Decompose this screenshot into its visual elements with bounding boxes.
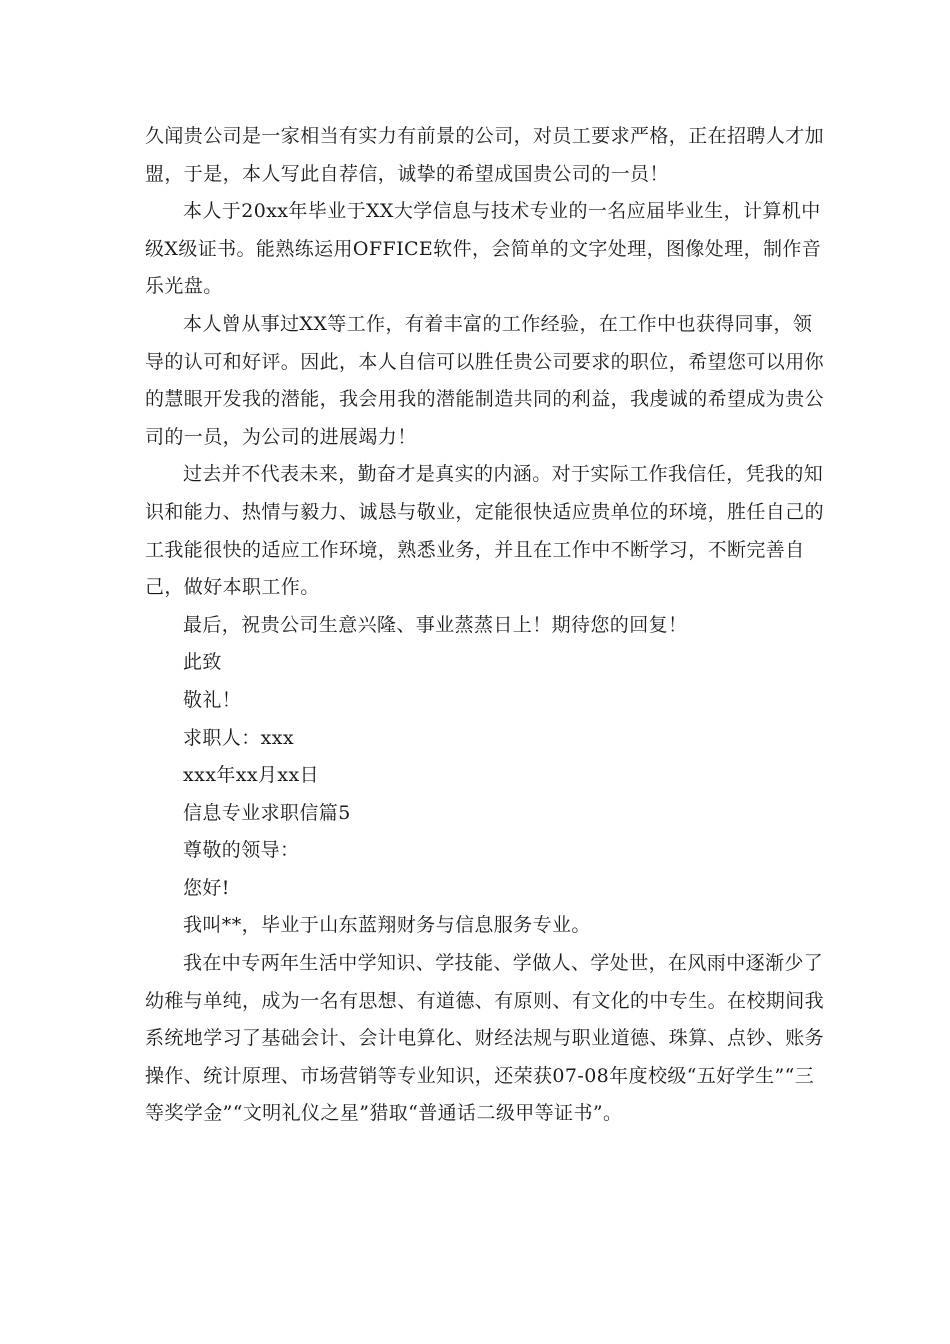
paragraph-self-intro: 我叫**，毕业于山东蓝翔财务与信息服务专业。 [183, 914, 591, 937]
paragraph-school-life: 我在中专两年生活中学知识、学技能、学做人、学处世，在风雨中逐渐少了幼稚与单纯，成为一名有思想、有道德、有原则、有文化的中专生。在校期间我系统地学习了基础会计、会计电算化、财经法规与职业道德、珠算、点钞、账务操作、统计原理、市场营销等专业知识，还荣获07-08年度校级“五好学生”“三等奖学金”“文明礼仪之星”猎取“普通话二级甲等证书”。 [145, 952, 825, 1125]
greeting-salutation: 尊敬的领导： [183, 839, 300, 862]
section-title: 信息专业求职信篇5 [183, 801, 351, 824]
paragraph-intro: 久闻贵公司是一家相当有实力有前景的公司，对员工要求严格，正在招聘人才加盟，于是，本人写此自荐信，诚挚的希望成国贵公司的一员！ [145, 125, 825, 185]
paragraph-education: 本人于20xx年毕业于XX大学信息与技术专业的一名应届毕业生，计算机中级X级证书。能熟练运用OFFICE软件，会简单的文字处理，图像处理，制作音乐光盘。 [145, 200, 822, 298]
applicant-signature: 求职人：xxx [183, 726, 294, 749]
greeting-hello: 您好! [183, 876, 230, 899]
letter-body [145, 118, 825, 1133]
closing-salutation: 此致 [183, 651, 222, 674]
paragraph-future: 过去并不代表未来，勤奋才是真实的内涵。对于实际工作我信任，凭我的知识和能力、热情与毅力、诚恳与敬业，定能很快适应贵单位的环境，胜任自己的工我能很快的适应工作环境，熟悉业务，并且在工作中不断学习，不断完善自己，做好本职工作。 [145, 463, 825, 599]
closing-regards: 敬礼！ [183, 688, 242, 711]
paragraph-experience: 本人曾从事过XX等工作，有着丰富的工作经验，在工作中也获得同事，领导的认可和好评。因此，本人自信可以胜任贵公司要求的职位，希望您可以用你的慧眼开发我的潜能，我会用我的潜能制造共同的利益，我虔诚的希望成为贵公司的一员，为公司的进展竭力！ [145, 312, 825, 448]
paragraph-closing-wish: 最后，祝贵公司生意兴隆、事业蒸蒸日上！期待您的回复！ [183, 613, 688, 636]
letter-date: xxx年xx月xx日 [183, 764, 320, 787]
